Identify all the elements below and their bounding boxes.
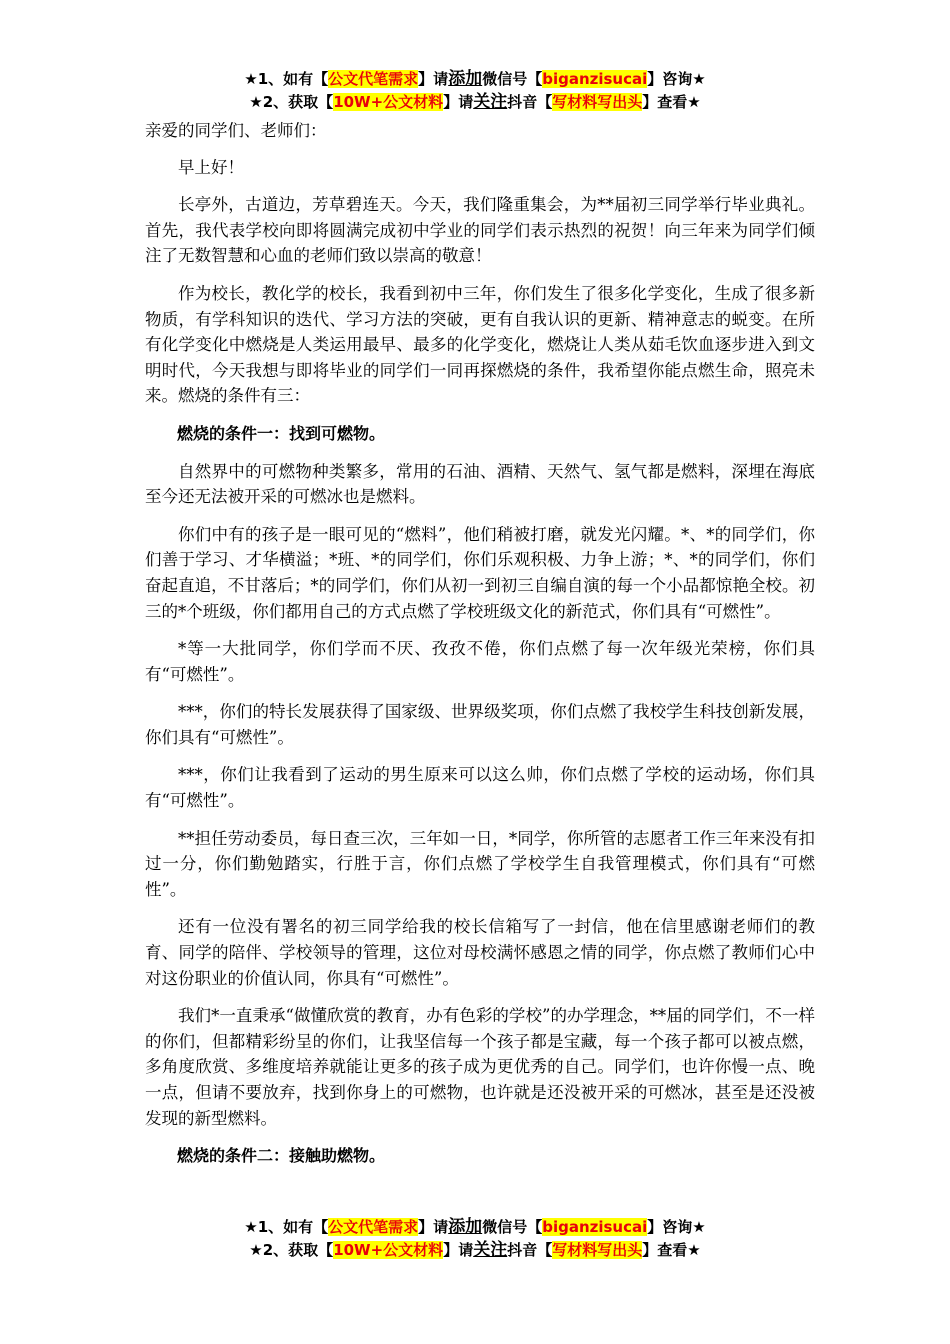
salutation: 亲爱的同学们、老师们： xyxy=(145,121,327,140)
header-banner xyxy=(0,68,950,114)
banner-line-1 xyxy=(0,1216,950,1239)
banner-text: ★1、如有【 xyxy=(244,70,329,88)
banner-highlight: 写材料写出头 xyxy=(552,1241,643,1259)
banner-text: 】咨询★ xyxy=(647,1218,706,1236)
banner-highlight: 10W+公文材料 xyxy=(333,1241,444,1259)
footer-banner xyxy=(0,1216,950,1262)
banner-text: 微信号【 xyxy=(482,70,543,88)
banner-highlight: 写材料写出头 xyxy=(552,93,643,111)
banner-emphasis: 关注 xyxy=(473,92,508,112)
paragraph: 自然界中的可燃物种类繁多，常用的石油、酒精、天然气、氢气都是燃料，深埋在海底至今还无法被开采的可燃冰也是燃料。 xyxy=(145,461,815,507)
banner-line-2 xyxy=(0,91,950,114)
paragraph: ***，你们让我看到了运动的男生原来可以这么帅，你们点燃了学校的运动场，你们具有“可燃性”。 xyxy=(145,765,815,811)
banner-text: 】咨询★ xyxy=(647,70,706,88)
banner-text: 】查看★ xyxy=(642,1241,701,1259)
section-heading: 燃烧的条件一：找到可燃物。 xyxy=(177,423,386,443)
paragraph: ***，你们的特长发展获得了国家级、世界级奖项，你们点燃了我校学生科技创新发展，你们具有“可燃性”。 xyxy=(145,702,815,747)
document-body xyxy=(145,118,815,1181)
paragraph: 我们*一直秉承“做懂欣赏的教育，办有色彩的学校”的办学理念，**届的同学们，不一样的你们，但都精彩纷呈的你们，让我坚信每一个孩子都是宝藏，每一个孩子都可以被点燃，多角度欣赏、多维度培养就能让更多的孩子成为更优秀的自己。同学们，也许你慢一点、晚一点，但请不要放弃，找到你身上的可燃物，也许就是还没被开采的可燃冰，甚至是还没被发现的新型燃料。 xyxy=(145,1006,815,1128)
banner-emphasis: 添加 xyxy=(448,69,483,89)
banner-text: 】请 xyxy=(418,70,449,88)
banner-text: 抖音【 xyxy=(507,1241,553,1259)
banner-text: 】请 xyxy=(418,1218,449,1236)
banner-emphasis: 关注 xyxy=(473,1240,508,1260)
paragraph: 作为校长，教化学的校长，我看到初中三年，你们发生了很多化学变化，生成了很多新物质，有学科知识的迭代、学习方法的突破，更有自我认识的更新、精神意志的蜕变。在所有化学变化中燃烧是人类运用最早、最多的化学变化，燃烧让人类从茹毛饮血逐步进入到文明时代，今天我想与即将毕业的同学们一同再探燃烧的条件，我希望你能点燃生命，照亮未来。燃烧的条件有三： xyxy=(145,283,815,406)
banner-highlight: 公文代笔需求 xyxy=(328,70,419,88)
section-heading: 燃烧的条件二：接触助燃物。 xyxy=(177,1146,386,1166)
banner-text: ★2、获取【 xyxy=(249,93,334,111)
paragraph: 还有一位没有署名的初三同学给我的校长信箱写了一封信，他在信里感谢老师们的教育、同学的陪伴、学校领导的管理，这位对母校满怀感恩之情的同学，你点燃了教师们心中对这份职业的价值认同，你具有“可燃性”。 xyxy=(145,917,815,988)
paragraph: 你们中有的孩子是一眼可见的“燃料”，他们稍被打磨，就发光闪耀。*、*的同学们，你们善于学习、才华横溢；*班、*的同学们，你们乐观积极、力争上游；*、*的同学们，你们奋起直追，不甘落后；*的同学们，你们从初一到初三自编自演的每一个小品都惊艳全校。初三的*个班级，你们都用自己的方式点燃了学校班级文化的新范式，你们具有“可燃性”。 xyxy=(145,524,815,621)
banner-text: ★1、如有【 xyxy=(244,1218,329,1236)
banner-text: ★2、获取【 xyxy=(249,1241,334,1259)
paragraph: **担任劳动委员，每日查三次，三年如一日，*同学，你所管的志愿者工作三年来没有扣过一分，你们勤勉踏实，行胜于言，你们点燃了学校学生自我管理模式，你们具有“可燃性”。 xyxy=(145,828,815,899)
paragraph: *等一大批同学，你们学而不厌、孜孜不倦，你们点燃了每一次年级光荣榜，你们具有“可燃性”。 xyxy=(145,639,815,684)
greeting: 早上好！ xyxy=(178,157,244,177)
banner-text: 】请 xyxy=(443,93,474,111)
banner-text: 微信号【 xyxy=(482,1218,543,1236)
banner-text: 抖音【 xyxy=(507,93,553,111)
paragraph: 长亭外，古道边，芳草碧连天。今天，我们隆重集会，为**届初三同学举行毕业典礼。首先，我代表学校向即将圆满完成初中学业的同学们表示热烈的祝贺！向三年来为同学们倾注了无数智慧和心血的老师们致以崇高的敬意！ xyxy=(145,195,815,266)
banner-text: 】请 xyxy=(443,1241,474,1259)
banner-line-1 xyxy=(0,68,950,91)
banner-highlight: 10W+公文材料 xyxy=(333,93,444,111)
banner-highlight: biganzisucai xyxy=(542,1218,648,1236)
banner-text: 】查看★ xyxy=(642,93,701,111)
banner-line-2 xyxy=(0,1239,950,1262)
banner-emphasis: 添加 xyxy=(448,1217,483,1237)
banner-highlight: 公文代笔需求 xyxy=(328,1218,419,1236)
banner-highlight: biganzisucai xyxy=(542,70,648,88)
